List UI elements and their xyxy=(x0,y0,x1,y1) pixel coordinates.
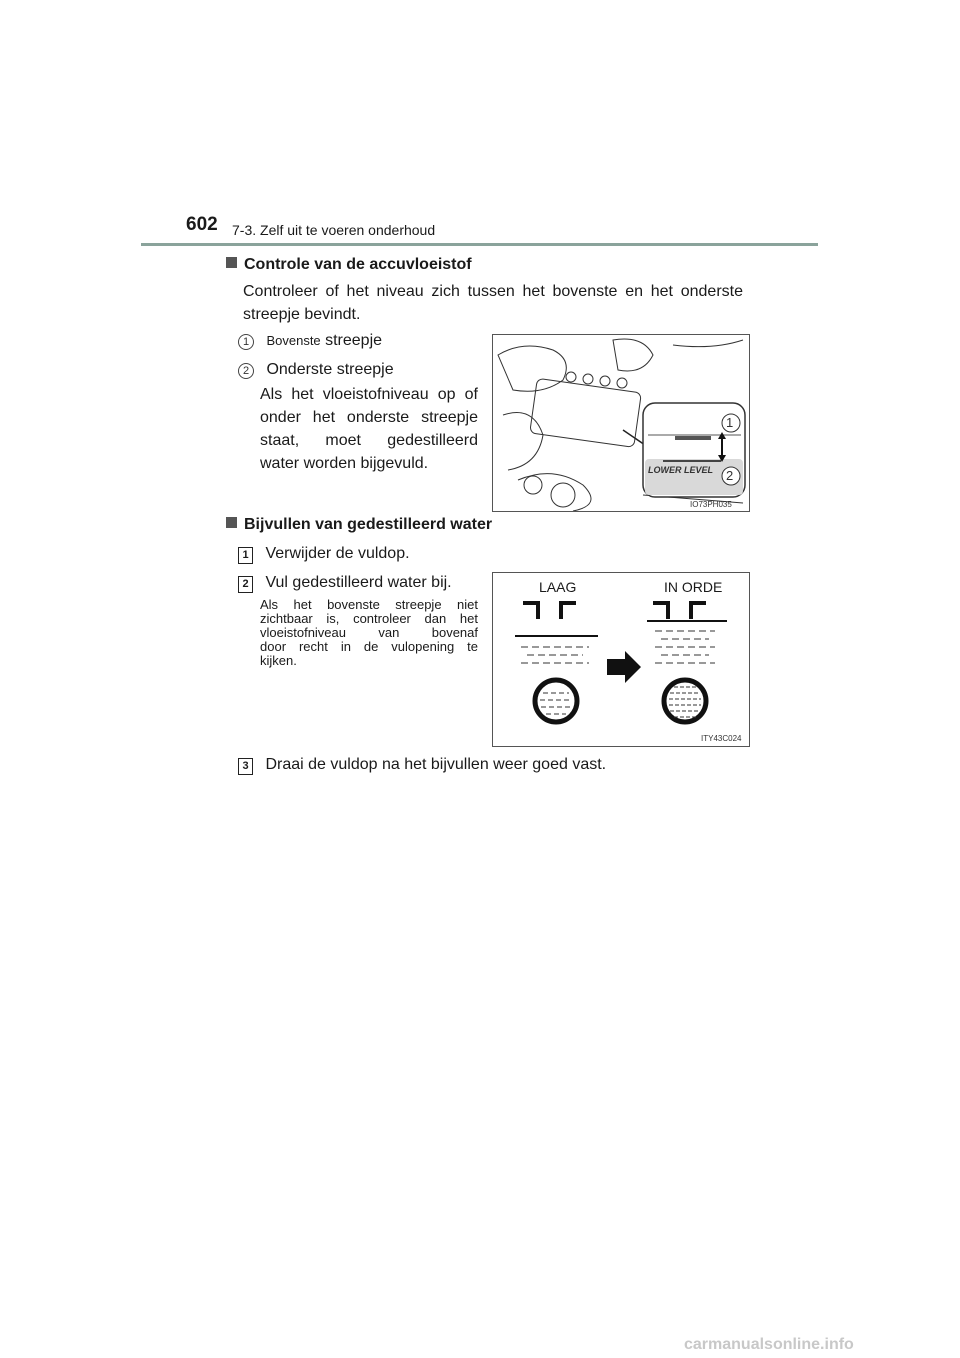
engine-part-shape xyxy=(551,483,575,507)
vent-marker-shape xyxy=(691,603,706,619)
vent-marker-shape xyxy=(523,603,538,619)
step-3: 3 Draai de vuldop na het bijvullen weer goed vast. xyxy=(238,753,606,776)
cap-icon xyxy=(617,378,627,388)
callout-number: 2 xyxy=(238,363,254,379)
battery-illustration xyxy=(493,335,749,511)
item-lower-mark: 2 Onderste streepje xyxy=(238,358,394,381)
vent-marker-shape xyxy=(653,603,668,619)
upper-level-mark xyxy=(675,436,711,440)
fluid-level-illustration xyxy=(493,573,749,746)
step-1: 1 Verwijder de vuldop. xyxy=(238,542,410,565)
step-2: 2 Vul gedestilleerd water bij. xyxy=(238,571,452,594)
step-number: 1 xyxy=(238,547,253,564)
lower-level-label: LOWER LEVEL xyxy=(648,465,713,475)
engine-part-shape xyxy=(498,346,566,391)
ok-level-label: IN ORDE xyxy=(664,579,723,595)
fluid-level-figure xyxy=(492,572,750,747)
cap-icon xyxy=(566,372,576,382)
watermark: carmanualsonline.info xyxy=(684,1336,854,1353)
step-number: 2 xyxy=(238,576,253,593)
cap-icon xyxy=(583,374,593,384)
note-refill: Als het vloeistofniveau op of onder het onderste streepje staat, moet gedestilleerd water worden bijgevuld. xyxy=(260,386,478,472)
engine-part-shape xyxy=(524,476,542,494)
section-heading-battery-fluid: Controle van de accuvloeistof xyxy=(226,256,472,274)
bullet-square-icon xyxy=(226,257,237,268)
engine-part-shape xyxy=(613,339,653,371)
callout-number: 1 xyxy=(238,334,254,350)
cell-view-low xyxy=(535,680,577,722)
note-view-from-above: Als het bovenste streepje niet zichtbaar is, controleer dan het vloeistofniveau van bovenaf door recht in de vulopening te kijken. xyxy=(260,597,478,668)
vent-marker-shape xyxy=(561,603,576,619)
arrow-right-icon xyxy=(607,651,641,683)
callout-number: 1 xyxy=(726,415,734,430)
bullet-square-icon xyxy=(226,517,237,528)
page-number: 602 xyxy=(186,214,218,235)
intro-text: Controleer of het niveau zich tussen het bovenste en het onderste streepje bevindt. xyxy=(243,283,743,323)
hose-shape xyxy=(518,474,591,511)
battery-figure xyxy=(492,334,750,512)
section-title: 7-3. Zelf uit te voeren onderhoud xyxy=(232,222,436,238)
low-level-label: LAAG xyxy=(539,579,577,595)
cell-view-ok xyxy=(664,680,706,722)
header-rule xyxy=(141,243,818,246)
item-upper-mark: 1 Bovenste streepje xyxy=(238,332,382,350)
cap-icon xyxy=(600,376,610,386)
section-heading-refill: Bijvullen van gedestilleerd water xyxy=(226,516,492,534)
callout-number: 2 xyxy=(726,468,734,483)
hose-shape xyxy=(503,413,543,471)
figure-code: IO73PH035 xyxy=(690,500,732,509)
step-number: 3 xyxy=(238,758,253,775)
hose-shape xyxy=(673,340,743,347)
figure-code: ITY43C024 xyxy=(701,734,742,743)
